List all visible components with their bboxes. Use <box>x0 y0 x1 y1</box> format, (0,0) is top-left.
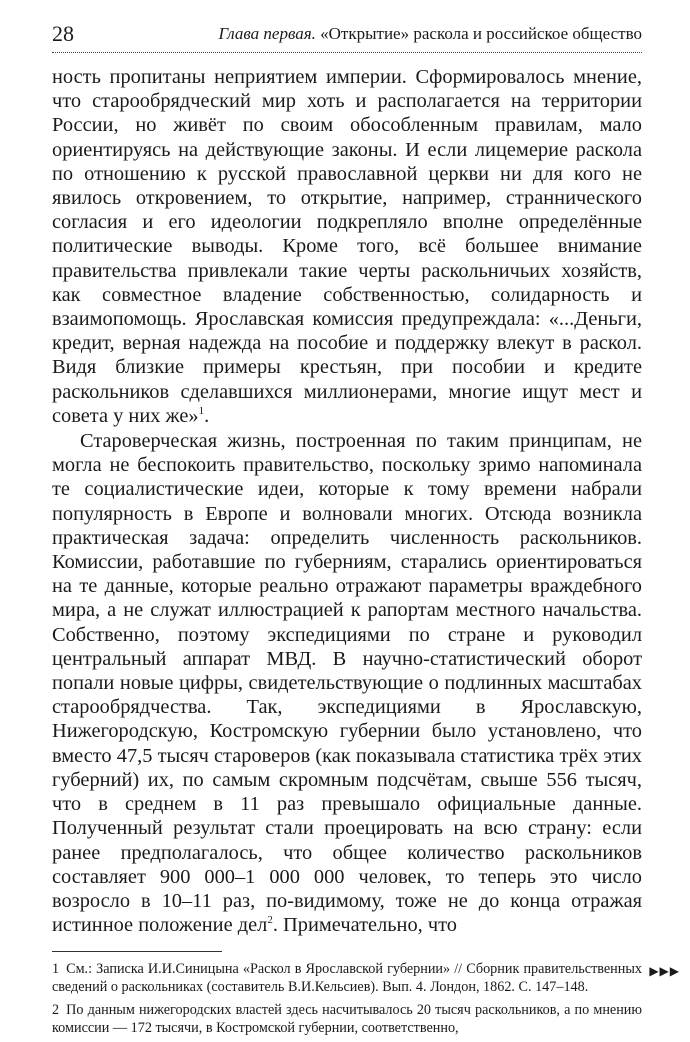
chapter-label: Глава первая. <box>218 24 316 43</box>
footnote-text: По данным нижегородских властей здесь насчитывалось 20 тысяч раскольников, а по мнению комиссии — 172 тысячи, в Костромской губернии, соответственно, <box>52 1002 643 1037</box>
footnote-number: 1 <box>52 961 60 978</box>
header-divider <box>52 52 642 53</box>
book-page <box>52 18 642 1042</box>
footnotes <box>52 960 642 1037</box>
paragraph-1-text: ность пропитаны неприятием империи. Сформировалось мнение, что старообрядческий мир хоть и располагается на территории России, но живёт по своим обособленным правилам, мало ориентируясь на действующие законы. И если лицемерие раскола по отношению к русской православной церкви ни для кого не явилось откровением, то открытие, например, страннического согласия и его идеологии подкрепляло вполне определённые политические выводы. Кроме того, всё большее внимание правительства привлекали такие черты раскольничьих хозяйств, как совместное владение собственностью, солидарность и взаимопомощь. Ярославская комиссия предупреждала: «...Деньги, кредит, верная надежда на пособие и поддержку влекут в раскол. Видя близкие примеры крестьян, при пособии и кредите раскольников сделавшихся миллионерами, многие ищут мест и совета у них же» <box>52 66 642 427</box>
paragraph-1: ность пропитаны неприятием империи. Сформировалось мнение, что старообрядческий мир хоть и располагается на территории России, но живёт по своим обособленным правилам, мало ориентируясь на действующие законы. И если лицемерие раскола по отношению к русской православной церкви ни для кого не явилось откровением, то открытие, например, страннического согласия и его идеологии подкрепляло вполне определённые политические выводы. Кроме того, всё большее внимание правительства привлекали такие черты раскольничьих хозяйств, как совместное владение собственностью, солидарность и взаимопомощь. Ярославская комиссия предупреждала: «...Деньги, кредит, верная надежда на пособие и поддержку влекут в раскол. Видя близкие примеры крестьян, при пособии и кредите раскольников сделавшихся миллионерами, многие ищут мест и совета у них же»$^1$. <box>52 66 642 427</box>
footnote-divider <box>52 951 222 952</box>
footnote-ref-2: 2 <box>267 914 273 927</box>
footnote-ref-1: 1 <box>198 405 205 418</box>
paragraph-2-text: Староверческая жизнь, построенная по таким принципам, не могла не беспокоить правительство, поскольку зримо напоминала те социалистические идеи, которые к тому времени набрали популярность в Европе и волновали многих. Отсюда возникла практическая задача: определить численность раскольников. Комиссии, работавшие по губерниям, старались ориентироваться на те данные, которые реально отражают параметры враждебного мира, а не служат иллюстрацией к рапортам местного начальства. Собственно, поэтому экспедициями по стране и руководил центральный аппарат МВД. В научно-статистический оборот попали новые цифры, свидетельствующие о подлинных масштабах старообрядчества. Так, экспедициями в Ярославскую, Нижегородскую, Костромскую губернии было установлено, что вместо 47,5 тысяч староверов (как показывала статистика трёх этих губерний) их, по самым скромным подсчётам, свыше 556 тысяч, что в среднем в 11 раз превышало официальные данные. Полученный результат стали проецировать на всю страну: если ранее предполагалось, что общее количество раскольников составляет 900 000–1 000 000 человек, то теперь это число возросло в 10–11 раз, по-видимому, тоже не до конца отражая истинное положение дел <box>52 430 642 937</box>
paragraph-2 <box>52 429 642 937</box>
page-header <box>52 18 642 50</box>
footnote-number: 2 <box>52 1002 60 1019</box>
paragraph-2-tail: . Примечательно, что <box>272 914 457 937</box>
main-text <box>52 65 642 937</box>
running-head <box>219 18 642 50</box>
footnote-2 <box>52 1001 642 1037</box>
continue-arrow-icon: ▶▶▶ <box>649 964 680 978</box>
footnote-text: См.: Записка И.И.Синицына «Раскол в Ярославской губернии» // Сборник правительственных сведений о раскольниках (составитель В.И.Кельсиев). Вып. 4. Лондон, 1862. С. 147–148. <box>52 961 642 996</box>
page-number: 28 <box>52 21 74 46</box>
footnote-1 <box>52 960 642 996</box>
chapter-title: «Открытие» раскола и российское общество <box>320 24 642 43</box>
